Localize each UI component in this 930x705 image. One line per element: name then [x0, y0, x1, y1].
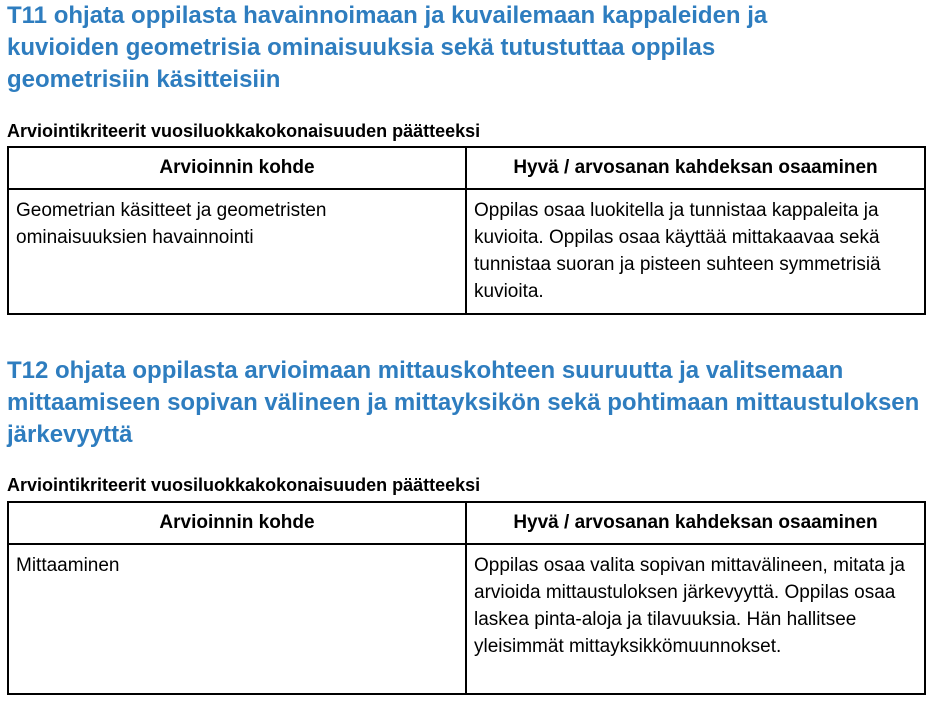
- column-header-grade-eight: Hyvä / arvosanan kahdeksan osaaminen: [466, 502, 925, 544]
- cell-criteria: Oppilas osaa luokitella ja tunnistaa kappaleita ja kuvioita. Oppilas osaa käyttää mittakaavaa sekä tunnistaa suoran ja pisteen suhteen symmetrisiä kuvioita.: [466, 189, 925, 314]
- table-header-row: [8, 147, 925, 189]
- table-header-row: [8, 502, 925, 544]
- column-header-target: Arvioinnin kohde: [8, 502, 466, 544]
- section-heading: T12 ohjata oppilasta arvioimaan mittauskohteen suuruutta ja valitsemaan mittaamiseen sopivan välineen ja mittayksikön sekä pohtimaan mittaustuloksen järkevyyttä: [7, 357, 920, 448]
- cell-target: Geometrian käsitteet ja geometristen ominaisuuksien havainnointi: [8, 189, 466, 314]
- section-heading: T11 ohjata oppilasta havainnoimaan ja kuvailemaan kappaleiden ja kuvioiden geometrisia ominaisuuksia sekä tutustuttaa oppilas geometrisiin käsitteisiin: [7, 2, 768, 93]
- criteria-table: [7, 146, 926, 315]
- table-row: [8, 544, 925, 694]
- criteria-table: [7, 501, 926, 695]
- column-header-grade-eight: Hyvä / arvosanan kahdeksan osaaminen: [466, 147, 925, 189]
- column-header-target: Arvioinnin kohde: [8, 147, 466, 189]
- section-subheading: Arviointikriteerit vuosiluokkakokonaisuuden päätteeksi: [7, 475, 481, 495]
- section-t11: [7, 0, 925, 320]
- cell-target: Mittaaminen: [8, 544, 466, 694]
- table-row: [8, 189, 925, 314]
- section-subheading: Arviointikriteerit vuosiluokkakokonaisuuden päätteeksi: [7, 121, 481, 141]
- section-t12: [7, 355, 925, 700]
- cell-criteria: Oppilas osaa valita sopivan mittavälineen, mitata ja arvioida mittaustuloksen järkevyyttä. Oppilas osaa laskea pinta-aloja ja tilavuuksia. Hän hallitsee yleisimmät mittayksikkömuunnokset.: [466, 544, 925, 694]
